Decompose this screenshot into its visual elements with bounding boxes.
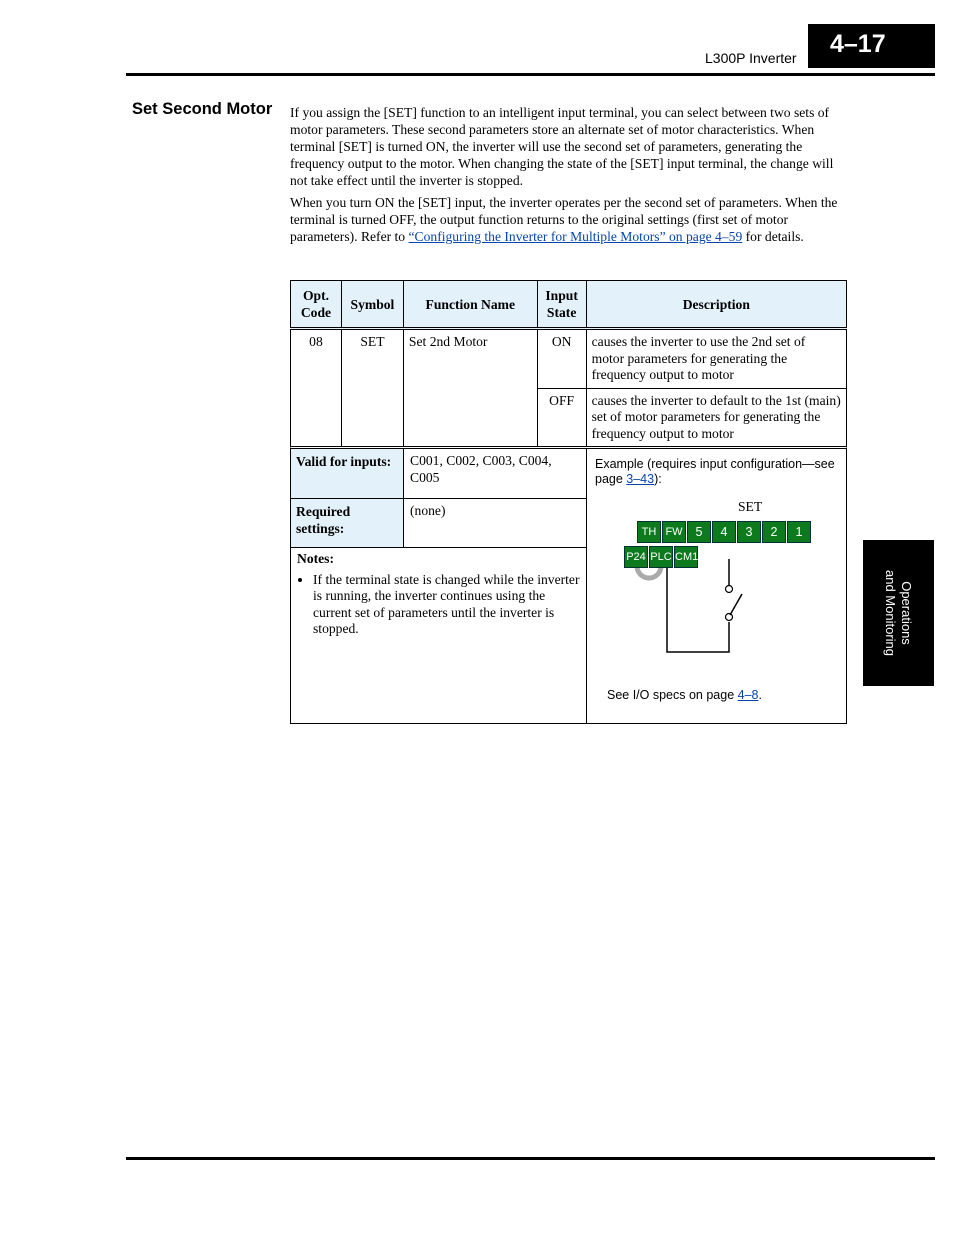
section-heading: Set Second Motor xyxy=(132,100,273,118)
terminal-p24: P24 xyxy=(624,546,648,568)
function-table xyxy=(290,280,847,447)
terminal-3: 3 xyxy=(737,521,761,543)
io-specs-note: See I/O specs on page 4–8. xyxy=(607,688,762,702)
multiple-motors-link[interactable]: “Configuring the Inverter for Multiple Motors” on page 4–59 xyxy=(408,229,743,244)
switch-wiring-diagram xyxy=(611,559,761,669)
terminal-4: 4 xyxy=(712,521,736,543)
header-rule xyxy=(126,73,935,76)
symbol-cell: SET xyxy=(341,329,403,447)
divider xyxy=(291,547,587,548)
header-symbol: Symbol xyxy=(341,281,403,329)
header-input-state: Input State xyxy=(537,281,586,329)
required-settings-label: Required settings: xyxy=(291,499,404,548)
example-caption: Example (requires input configuration—see page 3–43): xyxy=(595,457,835,486)
note-item: • If the terminal state is changed while the inverter is running, the inverter continues using the current set of parameters until the inverter is stopped. xyxy=(313,572,580,638)
function-name-cell: Set 2nd Motor xyxy=(403,329,537,447)
io-specs-link[interactable]: 4–8 xyxy=(737,688,759,702)
intro-paragraph: If you assign the [SET] function to an intelligent input terminal, you can select between two sets of motor parameters. These second parameters store an alternate set of motor characteristics. When terminal [SET] is turned ON, the inverter will use the second set of parameters, generating the frequency output to the motor. When changing the state of the [SET] input terminal, the change will not take effect until the inverter is stopped. xyxy=(290,105,834,188)
side-tab-label: Operations and Monitoring xyxy=(883,570,914,656)
notes-title: Notes: xyxy=(297,551,334,566)
valid-inputs-label: Valid for inputs: xyxy=(291,449,404,498)
required-settings-value: (none) xyxy=(410,503,446,518)
config-page-link[interactable]: 3–43 xyxy=(626,472,655,486)
details-paragraph: When you turn ON the [SET] input, the inverter operates per the second set of parameters. When the terminal is turned OFF, the output function returns to the original settings (first set of motor parameters). Refer to “Configuring the Inverter for Multiple Motors” on page 4–59 for details. xyxy=(290,195,838,244)
terminal-1: 1 xyxy=(787,521,811,543)
terminal-2: 2 xyxy=(762,521,786,543)
description-on: causes the inverter to use the 2nd set of motor parameters for generating the frequency output to motor xyxy=(586,329,846,389)
switch-contact-top xyxy=(726,586,733,593)
page-number: 4–17 xyxy=(808,24,935,68)
description-off: causes the inverter to default to the 1st (main) set of motor parameters for generating the frequency output to motor xyxy=(586,388,846,447)
set-terminal-label: SET xyxy=(738,499,763,514)
header-opt-code: Opt. Code xyxy=(291,281,342,329)
footer-rule xyxy=(126,1157,935,1160)
switch-contact-bottom xyxy=(726,614,733,621)
terminal-5: 5 xyxy=(687,521,711,543)
common-wire xyxy=(667,567,729,652)
terminal-plc: PLC xyxy=(649,546,673,568)
function-details-box xyxy=(290,446,847,724)
input-state-on: ON xyxy=(537,329,586,389)
column-divider xyxy=(586,449,587,724)
input-state-off: OFF xyxy=(537,388,586,447)
chapter-side-tab[interactable] xyxy=(863,540,934,686)
valid-inputs-value: C001, C002, C003, C004, C005 xyxy=(410,453,552,485)
terminal-fw: FW xyxy=(662,521,686,543)
switch-lever xyxy=(730,594,742,615)
terminal-th: TH xyxy=(637,521,661,543)
terminal-cm1: CM1 xyxy=(674,546,698,568)
header-description: Description xyxy=(586,281,846,329)
notes-section xyxy=(291,549,586,640)
header-function-name: Function Name xyxy=(403,281,537,329)
opt-code-cell: 08 xyxy=(291,329,342,447)
document-title: L300P Inverter xyxy=(705,50,797,66)
